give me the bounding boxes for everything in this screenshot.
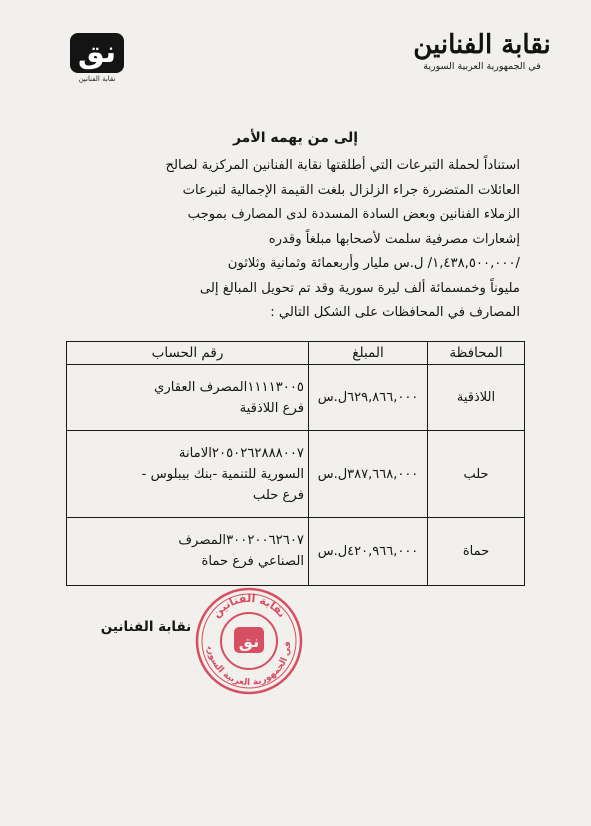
svg-text:في الجمهورية العربية السورية: في الجمهورية العربية السوري [205, 641, 294, 689]
organization-country: في الجمهورية العربية السورية [423, 61, 541, 72]
account-line: ٢٠٥٠٢٦٢٨٨٨٠٠٧الامانة [178, 445, 304, 461]
account-line: السورية للتنمية -بنك بيبلوس - [141, 466, 304, 482]
cell-amount: ٣٨٧,٦٦٨,٠٠٠ل.س [309, 431, 428, 517]
letter-line: الزملاء الفنانين وبعض السادة المسددة لدى المصارف بموجب [187, 207, 520, 222]
cell-governorate: اللاذقية [428, 365, 525, 431]
logo-mark: نق [77, 35, 117, 70]
union-logo [70, 33, 124, 73]
organization-name: نقابة الفنانين [413, 30, 551, 60]
cell-governorate: حماة [428, 517, 525, 585]
stamp-seal-icon [194, 586, 304, 696]
signature-name: نقابة الفنانين [100, 619, 192, 635]
header-account: رقم الحساب [67, 342, 309, 365]
table-row [67, 517, 525, 585]
cell-amount: ٦٢٩,٨٦٦,٠٠٠ل.س [309, 365, 428, 431]
cell-amount: ٤٢٠,٩٦٦,٠٠٠ل.س [309, 517, 428, 585]
letter-line: العائلات المتضررة جراء الزلزال بلغت القيمة الإجمالية لتبرعات [182, 182, 520, 198]
cell-account [67, 517, 309, 585]
account-line: فرع حلب [252, 487, 304, 503]
official-stamp [194, 586, 304, 696]
logo-caption: نقابة الفنانين [78, 75, 116, 83]
letter-line: مليوناً وخمسمائة ألف ليرة سورية وقد تم تحويل المبالغ إلى [199, 280, 520, 296]
transfers-table [66, 341, 525, 586]
header-amount: المبلغ [309, 342, 428, 365]
cell-governorate: حلب [428, 431, 525, 517]
letter-body [68, 154, 520, 326]
letterhead-organization [392, 30, 572, 92]
table-header-row [67, 342, 525, 365]
letter-line: استناداً لحملة التبرعات التي أطلقتها نقابة الفنانين المركزية لصالح [165, 158, 520, 173]
cell-account [67, 365, 309, 431]
cell-account [67, 431, 309, 517]
account-line: الصناعي فرع حماة [201, 554, 304, 570]
account-line: فرع اللاذقية [239, 400, 304, 416]
account-line: ٣٠٠٢٠٠٦٢٦٠٧المصرف [178, 533, 304, 549]
table-row [67, 365, 525, 431]
table-row [67, 431, 525, 517]
letter-line: /١,٤٣٨,٥٠٠,٠٠٠/ ل.س مليار وأربعمائة وثمانية وثلاثون [227, 256, 520, 271]
letter-line: المصارف في المحافظات على الشكل التالي : [270, 305, 520, 320]
header-governorate: المحافظة [428, 342, 525, 365]
svg-text:نقابة الفنانين: نقابة الفنانين [209, 591, 289, 621]
letter-addressee: إلى من يهمه الأمر [232, 130, 359, 146]
svg-text:نق: نق [238, 632, 260, 651]
account-line: ١١١١٣٠٠٥المصرف العقاري [154, 379, 304, 395]
letter-line: إشعارات مصرفية سلمت لأصحابها مبلغاً وقدره [268, 231, 520, 247]
